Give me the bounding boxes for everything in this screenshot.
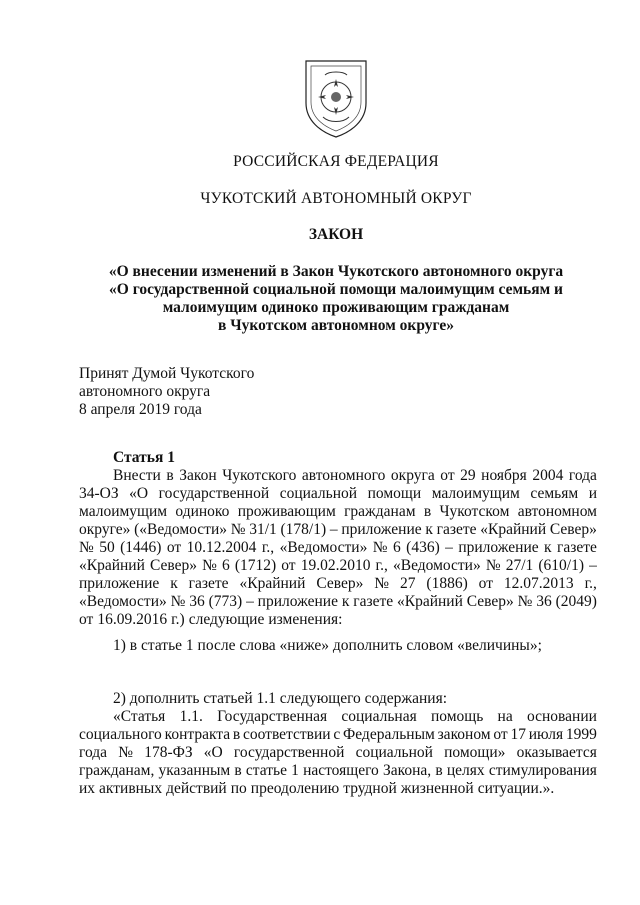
word: «Крайний: [396, 593, 463, 610]
word: 1999: [565, 726, 597, 743]
word: приложение: [257, 593, 338, 610]
word: газете: [353, 593, 394, 610]
word: социальной: [355, 744, 433, 761]
word: преодолению: [250, 780, 340, 797]
word: от: [440, 467, 455, 484]
word: в: [234, 762, 242, 779]
word: (1886): [426, 575, 468, 592]
word: округе»: [79, 521, 131, 538]
paragraph-line: [79, 539, 597, 557]
word: от: [493, 726, 508, 743]
word: (610/1): [538, 557, 585, 574]
word: 29: [460, 467, 476, 484]
word: Государственная: [217, 708, 328, 725]
word: статье: [245, 762, 287, 779]
word: 1.1.: [179, 708, 203, 725]
word: в: [232, 726, 241, 743]
word: «Крайний: [239, 575, 306, 592]
word: 36: [536, 593, 552, 610]
amendment-item-2: 2) дополнить статьей 1.1 следующего содержания:: [113, 690, 447, 707]
word: «Крайний: [480, 521, 547, 538]
word: –: [329, 521, 338, 538]
paragraph-line: [79, 780, 597, 798]
word: «О: [129, 485, 149, 502]
word: соответствии: [243, 726, 331, 743]
word: Север»: [466, 593, 514, 610]
word: указанным: [158, 762, 231, 779]
region-heading: ЧУКОТСКИЙ АВТОНОМНЫЙ ОКРУГ: [200, 190, 472, 207]
word: 178-ФЗ: [144, 744, 193, 761]
word: «Крайний: [79, 557, 145, 574]
word: государственной: [158, 485, 270, 502]
word: оказывается: [516, 744, 597, 761]
word: 27/1: [505, 557, 534, 574]
word: гражданам,: [79, 762, 155, 779]
word: в: [423, 503, 432, 520]
word: к: [170, 575, 178, 592]
word: №: [372, 539, 388, 556]
word: одиноко: [175, 503, 230, 520]
word: к: [544, 539, 552, 556]
paragraph-line: [79, 726, 597, 744]
word: г.,: [584, 575, 597, 592]
word: (1712): [234, 557, 277, 574]
article-intro-paragraph: [79, 467, 597, 629]
word: Чукотского: [222, 467, 297, 484]
word: года: [568, 467, 597, 484]
word: №: [230, 521, 246, 538]
word: 50: [99, 539, 115, 556]
word: Внести: [113, 467, 161, 484]
word: от: [166, 539, 182, 556]
word: к: [341, 593, 350, 610]
word: 17: [510, 726, 526, 743]
law-title-line: в Чукотском автономном округе»: [218, 317, 454, 334]
paragraph-line: [79, 467, 597, 485]
word: 6: [222, 557, 230, 574]
word: малоимущим: [431, 485, 520, 502]
word: стимулирования: [488, 762, 597, 779]
word: 36: [189, 593, 205, 610]
word: «Ведомости»: [79, 593, 167, 610]
word: г.): [171, 611, 185, 628]
word: 2004: [532, 467, 564, 484]
paragraph-line: [79, 762, 597, 780]
word: автономного: [301, 467, 386, 484]
paragraph-line: [79, 557, 597, 575]
word: газете: [557, 539, 597, 556]
word: государственной: [233, 744, 345, 761]
word: помощи: [367, 485, 422, 502]
word: №: [485, 557, 501, 574]
word: и: [588, 485, 597, 502]
word: помощи»: [444, 744, 506, 761]
word: основании: [526, 708, 597, 725]
word: №: [118, 744, 134, 761]
word: (436): [406, 539, 440, 556]
adoption-line: автономного округа: [79, 383, 211, 400]
paragraph-line: [79, 521, 597, 539]
word: социального: [79, 726, 162, 743]
word: от: [478, 575, 493, 592]
word: (1446): [120, 539, 162, 556]
word: на: [497, 708, 513, 725]
word: (773): [208, 593, 243, 610]
word: 6: [392, 539, 401, 556]
word: 12.07.2013: [503, 575, 574, 592]
word: 31/1: [249, 521, 277, 538]
word: (2049): [555, 593, 597, 610]
word: 34-ОЗ: [79, 485, 119, 502]
word: следующие: [188, 611, 265, 628]
word: гражданам: [344, 503, 416, 520]
word: –: [445, 539, 453, 556]
word: Чукотском: [439, 503, 510, 520]
word: действий: [166, 780, 227, 797]
paragraph-line: [79, 611, 597, 629]
law-title: [60, 263, 612, 335]
word: «Статья: [113, 708, 166, 725]
word: (178/1): [280, 521, 327, 538]
word: («Ведомости»: [134, 521, 227, 538]
word: 19.02.2010: [300, 557, 371, 574]
word: №: [517, 593, 533, 610]
word: в: [435, 762, 443, 779]
word: округа: [390, 467, 435, 484]
word: –: [246, 593, 254, 610]
word: –: [589, 557, 597, 574]
word: года: [79, 744, 108, 761]
word: Север»: [549, 521, 597, 538]
word: контракта: [164, 726, 231, 743]
word: по: [230, 780, 247, 797]
word: июля: [528, 726, 564, 743]
word: активных: [99, 780, 163, 797]
word: Север»: [316, 575, 364, 592]
word: «Ведомости»: [279, 539, 368, 556]
word: в: [166, 467, 174, 484]
word: газете: [436, 521, 477, 538]
word: законом: [437, 726, 491, 743]
country-heading: РОССИЙСКАЯ ФЕДЕРАЦИЯ: [233, 153, 439, 170]
amendment-item-1: 1) в статье 1 после слова «ниже» дополнить словом «величины»;: [113, 637, 542, 654]
word: Федеральным: [343, 726, 435, 743]
paragraph-line: [79, 485, 597, 503]
article-heading: Статья 1: [113, 449, 175, 466]
word: трудной: [343, 780, 397, 797]
word: приложение: [79, 575, 160, 592]
word: г.,: [261, 539, 275, 556]
word: г.,: [375, 557, 388, 574]
word: настоящего: [303, 762, 379, 779]
word: семьям: [530, 485, 579, 502]
word: 1: [291, 762, 299, 779]
word: их: [79, 780, 96, 797]
word: помощь: [430, 708, 484, 725]
word: автономном: [517, 503, 597, 520]
word: №: [79, 539, 94, 556]
word: 10.12.2004: [186, 539, 257, 556]
adoption-date: 8 апреля 2019 года: [79, 401, 202, 418]
word: №: [170, 593, 186, 610]
law-title-line: «О внесении изменений в Закон Чукотского автономного округа: [108, 263, 564, 280]
paragraph-line: [79, 503, 597, 521]
word: «О: [203, 744, 223, 761]
adoption-block: [79, 365, 254, 419]
new-article-quote: [79, 708, 597, 798]
word: от: [79, 611, 94, 628]
word: Закон: [179, 467, 217, 484]
word: проживающим: [237, 503, 336, 520]
word: «Ведомости»: [392, 557, 481, 574]
word: целях: [446, 762, 485, 779]
word: к: [425, 521, 433, 538]
adoption-line: Принят Думой Чукотского: [79, 365, 255, 382]
word: ноября: [481, 467, 527, 484]
word: №: [202, 557, 217, 574]
word: приложение: [458, 539, 539, 556]
word: приложение: [341, 521, 422, 538]
word: ситуации.».: [477, 780, 555, 797]
word: с: [333, 726, 341, 743]
law-title-line: малоимущим одиноко проживающим гражданам: [162, 299, 510, 316]
word: Закона,: [382, 762, 432, 779]
word: от: [281, 557, 296, 574]
coat-of-arms-emblem: [303, 57, 369, 139]
law-title-line: «О государственной социальной помощи малоимущим семьям и: [109, 281, 563, 298]
paragraph-line: [79, 593, 597, 611]
paragraph-line: [79, 708, 597, 726]
word: Север»: [150, 557, 198, 574]
word: 16.09.2016: [97, 611, 168, 628]
word: социальная: [341, 708, 417, 725]
word: малоимущим: [79, 503, 168, 520]
document-type-heading: ЗАКОН: [308, 226, 364, 243]
word: газете: [188, 575, 229, 592]
word: 27: [399, 575, 416, 592]
word: социальной: [279, 485, 358, 502]
word: №: [374, 575, 390, 592]
word: жизненной: [400, 780, 474, 797]
word: изменения:: [268, 611, 343, 628]
paragraph-line: [79, 744, 597, 762]
paragraph-line: [79, 575, 597, 593]
